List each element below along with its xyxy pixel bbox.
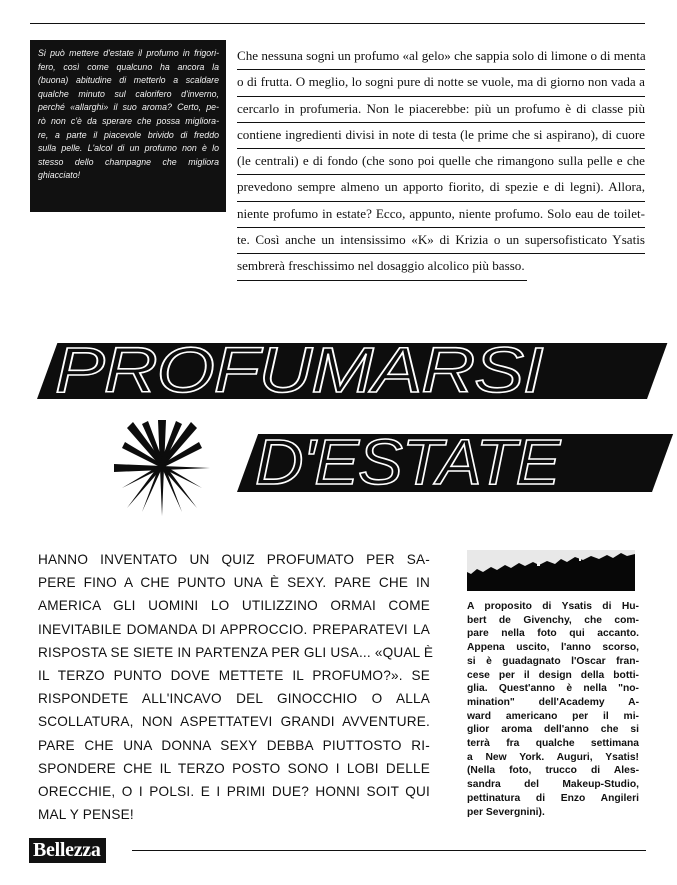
article-line: prevedono sempre almeno un apporto fiorito, di spezie e di legni). Allora,	[237, 175, 645, 201]
top-rule	[30, 23, 645, 24]
sidebar-line: stesso dello champagne che migliora	[38, 156, 219, 167]
quiz-line: MAL Y PENSE!	[38, 807, 134, 823]
sidebar-line: (buona) abitudine di metterlo a scaldare	[38, 75, 219, 86]
caption-line: pare nella foto qui accanto.	[467, 628, 639, 640]
headline-line-1: PROFUMARSI	[55, 334, 543, 406]
quiz-line: RISPONDETE ALL'INCAVO DEL GINOCCHIO O ALLA	[38, 691, 430, 707]
quiz-line: SPONDERE CHE IL TERZO POSTO SONO I LOBI DELLE	[38, 760, 430, 776]
sidebar-line: fero, così come qualcuno ha ancora la	[38, 61, 219, 72]
skyline-photo	[467, 550, 635, 591]
sidebar-line: ghiacciato!	[38, 170, 81, 181]
quiz-line: ORECCHIE, O I POLSI. E I PRIMI DUE? HONNI SOIT QUI	[38, 784, 430, 800]
caption-line: A proposito di Ysatis di Hu-	[467, 601, 639, 612]
article-line: o di frutta. O meglio, lo sogni pure di notte se vuole, ma di giorno non vada a	[237, 70, 645, 96]
article-line: niente profumo in estate? Ecco, appunto, niente profumo. Solo eau de toilet-	[237, 202, 645, 228]
caption-line: sandra del Makeup-Studio,	[467, 779, 639, 791]
article-line: (le centrali) e di fondo (che sono poi quelle che rimangono sulla pelle e che	[237, 149, 645, 175]
quiz-line: PERE FINO A CHE PUNTO UNA È SEXY. PARE CHE IN	[38, 575, 430, 591]
caption-line: bert de Givenchy, che com-	[467, 614, 639, 626]
sidebar-line: qualche minuto sul calorifero d'inverno,	[38, 88, 219, 99]
caption-line: Appena uscito, l'anno scorso,	[467, 642, 639, 654]
article-line: sembrerà freschissimo nel dosaggio alcolico più basso.	[237, 254, 527, 280]
footer-rule	[132, 850, 646, 851]
article-column	[237, 44, 645, 281]
caption-line: a New York. Auguri, Ysatis!	[467, 751, 639, 763]
asterisk-icon	[112, 418, 212, 518]
headline-line-2: D'ESTATE	[255, 426, 560, 498]
quiz-line: RISPOSTA SE SIETE IN PARTENZA PER GLI USA... «QUAL È	[38, 644, 434, 660]
quiz-line: SCOLLATURA, NON ASPETTATEVI GRANDI AVVENTURE.	[38, 714, 430, 730]
sidebar-line: Si può mettere d'estate il profumo in frigori-	[38, 48, 219, 58]
sidebar-line: perché «allarghi» il suo aroma? Certo, pe-	[38, 102, 219, 113]
quiz-line: IL TERZO PUNTO DOVE METTETE IL PROFUMO?». SE	[38, 668, 430, 684]
article-line: Che nessuna sogni un profumo «al gelo» che sappia solo di limone o di menta	[237, 44, 645, 70]
sidebar-line: rò non c'è da sperare che possa migliora-	[38, 115, 219, 126]
skyline-image	[467, 550, 635, 591]
sidebar-line: sulla pelle. L'alcol di un profumo non è lo	[38, 143, 219, 154]
caption-line: cese per il design della botti-	[467, 669, 639, 681]
quiz-line: INEVITABILE DOMANDA DI APPROCCIO. PREPARATEVI LA	[38, 621, 430, 637]
caption-line: si è guadagnato l'Oscar fran-	[467, 655, 639, 667]
sidebar-box	[30, 40, 226, 212]
caption-line: terrà fra qualche settimana	[467, 738, 639, 750]
caption-line: glior aroma dell'anno che si	[467, 724, 639, 736]
quiz-paragraph	[38, 548, 434, 826]
article-line: cercarlo in profumeria. Non le piacerebbe: più un profumo è di classe più	[237, 97, 645, 123]
caption-line: ward americano per il mi-	[467, 710, 639, 722]
photo-caption	[467, 600, 639, 819]
caption-line: mination" dell'Academy A-	[467, 696, 639, 708]
magazine-logo: Bellezza	[29, 838, 106, 863]
caption-line: per Severgnini).	[467, 806, 545, 818]
caption-line: (Nella foto, trucco di Ales-	[467, 765, 639, 777]
article-line: te. Così anche un intensissimo «K» di Krizia o un supersofisticato Ysatis	[237, 228, 645, 254]
quiz-line: AMERICA GLI UOMINI LO UTILIZZINO ORMAI COME	[38, 598, 430, 614]
quiz-line: HANNO INVENTATO UN QUIZ PROFUMATO PER SA-	[38, 552, 430, 567]
caption-line: pettinatura di Enzo Angileri	[467, 792, 639, 804]
article-line: contiene ingredienti divisi in note di testa (le prime che si aspirano), di cuore	[237, 123, 645, 149]
caption-line: glia. Quest'anno è nella "no-	[467, 683, 639, 695]
sidebar-line: re, a parte il piacevole brivido di freddo	[38, 129, 219, 140]
quiz-line: PARE CHE UNA DONNA SEXY DEBBA PIUTTOSTO RI-	[38, 737, 430, 753]
